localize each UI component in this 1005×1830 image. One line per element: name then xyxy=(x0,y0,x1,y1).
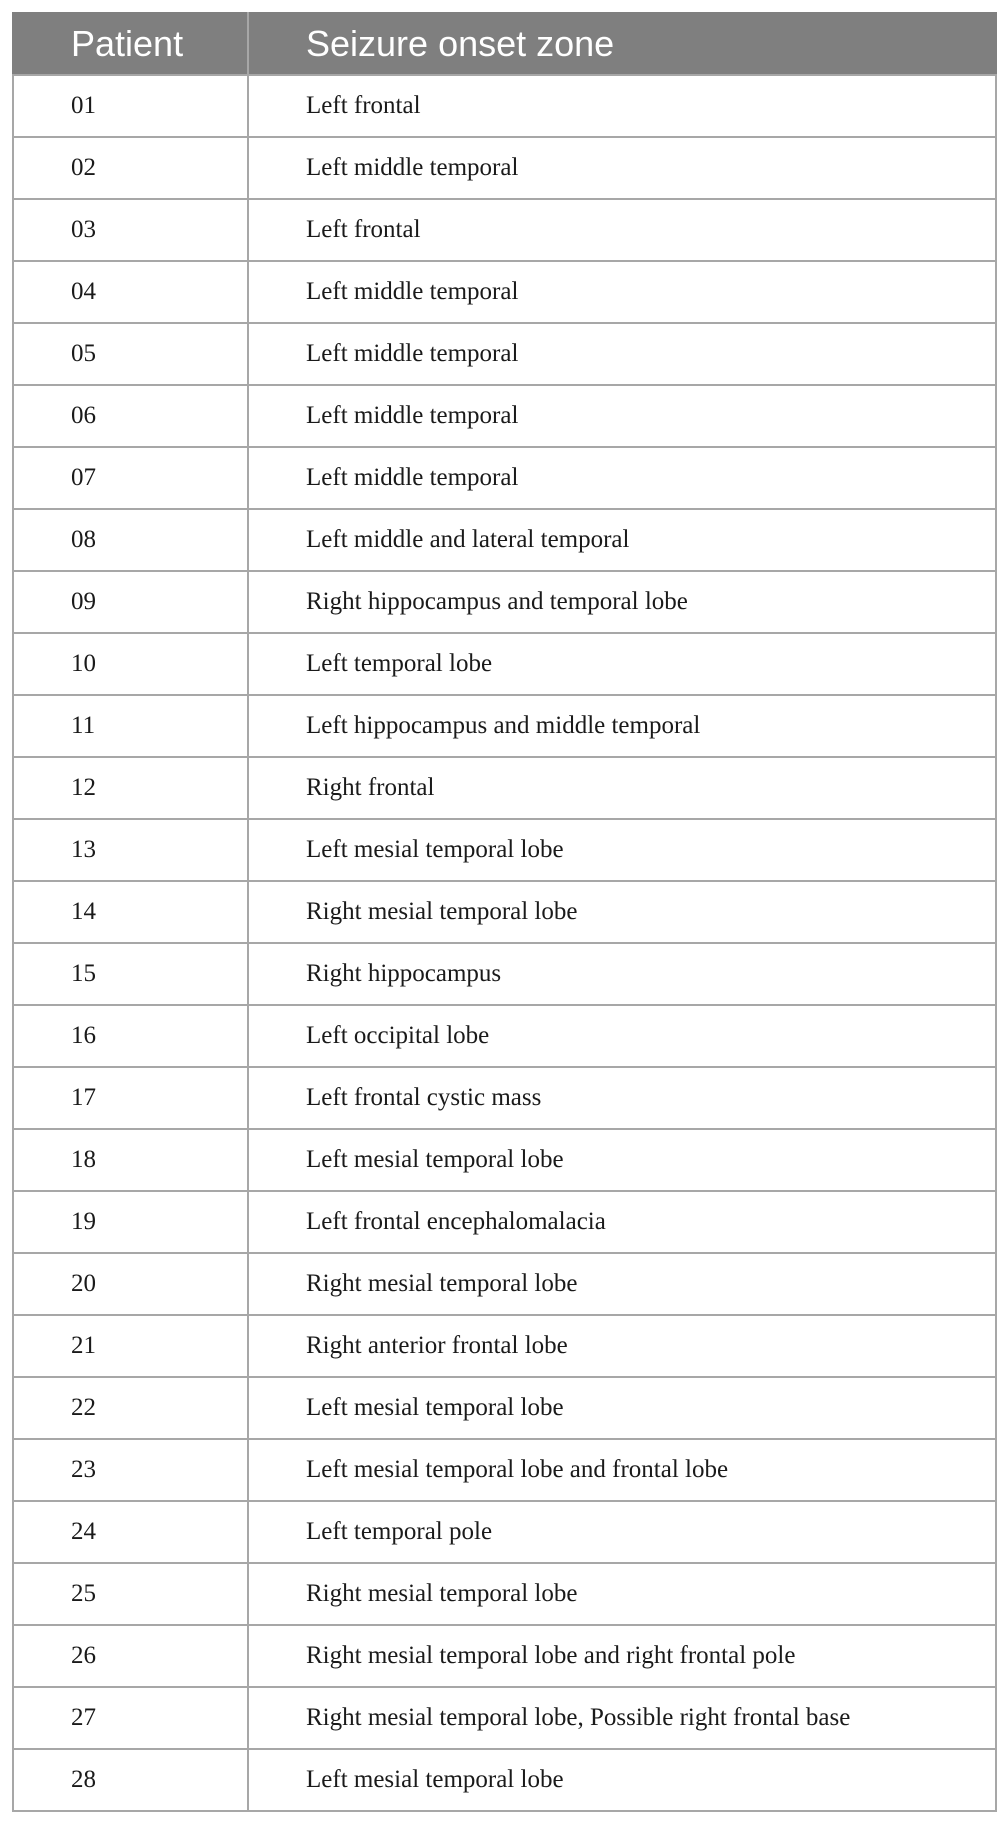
table-row xyxy=(13,1625,996,1687)
patient-id-cell: 28 xyxy=(13,1749,248,1811)
seizure-onset-zone-cell: Right mesial temporal lobe and right frontal pole xyxy=(248,1625,996,1687)
seizure-onset-zone-cell: Left middle temporal xyxy=(248,261,996,323)
patient-id-cell: 27 xyxy=(13,1687,248,1749)
table-row xyxy=(13,757,996,819)
patient-id-cell: 26 xyxy=(13,1625,248,1687)
seizure-onset-zone-cell: Left mesial temporal lobe xyxy=(248,819,996,881)
seizure-onset-zone-cell: Right mesial temporal lobe xyxy=(248,881,996,943)
table-row xyxy=(13,633,996,695)
table-row xyxy=(13,1749,996,1811)
patient-id-cell: 01 xyxy=(13,75,248,137)
patient-id-cell: 09 xyxy=(13,571,248,633)
patient-id-cell: 11 xyxy=(13,695,248,757)
header-patient: Patient xyxy=(13,13,248,75)
table-row xyxy=(13,1501,996,1563)
patient-id-cell: 12 xyxy=(13,757,248,819)
table-row xyxy=(13,819,996,881)
seizure-onset-zone-cell: Left middle temporal xyxy=(248,385,996,447)
table-row xyxy=(13,1129,996,1191)
seizure-onset-zone-cell: Right anterior frontal lobe xyxy=(248,1315,996,1377)
patient-id-cell: 02 xyxy=(13,137,248,199)
patient-id-cell: 06 xyxy=(13,385,248,447)
table-row xyxy=(13,1377,996,1439)
header-seizure-onset-zone: Seizure onset zone xyxy=(248,13,996,75)
table-row xyxy=(13,447,996,509)
seizure-onset-zone-cell: Left temporal lobe xyxy=(248,633,996,695)
patient-id-cell: 05 xyxy=(13,323,248,385)
table-body xyxy=(13,75,996,1811)
table-row xyxy=(13,137,996,199)
patient-id-cell: 17 xyxy=(13,1067,248,1129)
seizure-onset-zone-cell: Left temporal pole xyxy=(248,1501,996,1563)
patient-id-cell: 08 xyxy=(13,509,248,571)
seizure-onset-zone-cell: Left mesial temporal lobe xyxy=(248,1377,996,1439)
table-row xyxy=(13,571,996,633)
table-row xyxy=(13,1439,996,1501)
seizure-onset-zone-cell: Left mesial temporal lobe xyxy=(248,1129,996,1191)
patient-id-cell: 07 xyxy=(13,447,248,509)
patient-id-cell: 13 xyxy=(13,819,248,881)
patient-id-cell: 18 xyxy=(13,1129,248,1191)
patient-id-cell: 23 xyxy=(13,1439,248,1501)
seizure-onset-table-container xyxy=(12,12,995,1812)
patient-id-cell: 04 xyxy=(13,261,248,323)
table-row xyxy=(13,1191,996,1253)
seizure-onset-zone-cell: Right mesial temporal lobe, Possible right frontal base xyxy=(248,1687,996,1749)
table-row xyxy=(13,1315,996,1377)
patient-id-cell: 16 xyxy=(13,1005,248,1067)
seizure-onset-zone-cell: Right mesial temporal lobe xyxy=(248,1253,996,1315)
seizure-onset-zone-cell: Left hippocampus and middle temporal xyxy=(248,695,996,757)
table-row xyxy=(13,943,996,1005)
patient-id-cell: 20 xyxy=(13,1253,248,1315)
table-row xyxy=(13,509,996,571)
seizure-onset-zone-cell: Left middle temporal xyxy=(248,323,996,385)
table-row xyxy=(13,1687,996,1749)
seizure-onset-zone-cell: Right hippocampus xyxy=(248,943,996,1005)
patient-id-cell: 14 xyxy=(13,881,248,943)
seizure-onset-zone-cell: Left frontal encephalomalacia xyxy=(248,1191,996,1253)
seizure-onset-zone-cell: Left frontal cystic mass xyxy=(248,1067,996,1129)
seizure-onset-zone-cell: Right mesial temporal lobe xyxy=(248,1563,996,1625)
patient-id-cell: 15 xyxy=(13,943,248,1005)
table-row xyxy=(13,323,996,385)
seizure-onset-zone-cell: Left middle temporal xyxy=(248,137,996,199)
header-row xyxy=(13,13,996,75)
table-row xyxy=(13,881,996,943)
table-row xyxy=(13,1067,996,1129)
seizure-onset-zone-cell: Left frontal xyxy=(248,199,996,261)
seizure-onset-zone-cell: Left middle and lateral temporal xyxy=(248,509,996,571)
patient-id-cell: 10 xyxy=(13,633,248,695)
patient-id-cell: 25 xyxy=(13,1563,248,1625)
patient-id-cell: 24 xyxy=(13,1501,248,1563)
seizure-onset-zone-cell: Right hippocampus and temporal lobe xyxy=(248,571,996,633)
seizure-onset-zone-cell: Left mesial temporal lobe and frontal lobe xyxy=(248,1439,996,1501)
table-row xyxy=(13,261,996,323)
patient-id-cell: 19 xyxy=(13,1191,248,1253)
seizure-onset-zone-cell: Right frontal xyxy=(248,757,996,819)
seizure-onset-table xyxy=(12,12,997,1812)
table-row xyxy=(13,199,996,261)
patient-id-cell: 21 xyxy=(13,1315,248,1377)
table-row xyxy=(13,75,996,137)
table-row xyxy=(13,1253,996,1315)
patient-id-cell: 03 xyxy=(13,199,248,261)
patient-id-cell: 22 xyxy=(13,1377,248,1439)
table-row xyxy=(13,385,996,447)
seizure-onset-zone-cell: Left frontal xyxy=(248,75,996,137)
table-row xyxy=(13,1563,996,1625)
seizure-onset-zone-cell: Left middle temporal xyxy=(248,447,996,509)
table-row xyxy=(13,695,996,757)
table-row xyxy=(13,1005,996,1067)
seizure-onset-zone-cell: Left occipital lobe xyxy=(248,1005,996,1067)
table-header xyxy=(13,13,996,75)
seizure-onset-zone-cell: Left mesial temporal lobe xyxy=(248,1749,996,1811)
